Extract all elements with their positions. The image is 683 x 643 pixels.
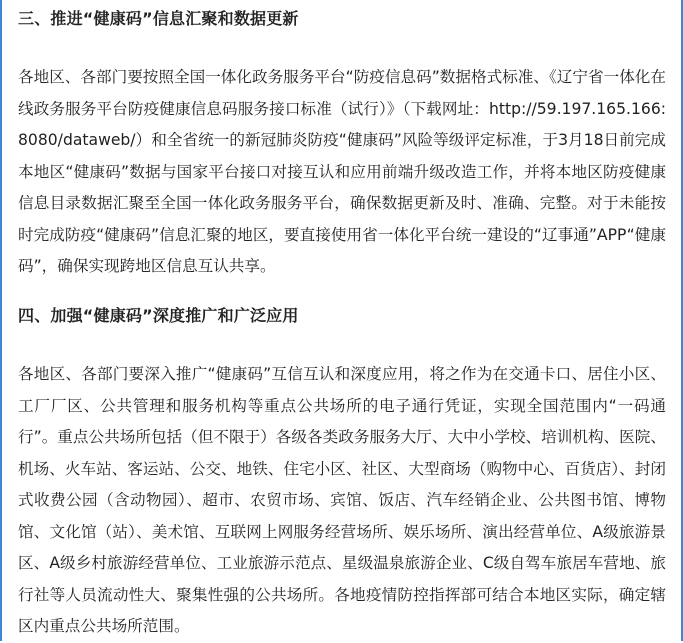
left-border [0, 0, 2, 641]
section-4-heading: 四、加强“健康码”深度推广和广泛应用 [18, 306, 299, 325]
section-3-paragraph: 各地区、各部门要按照全国一体化政务服务平台“防疫信息码”数据格式标准、《辽宁省一体化在线政务服务平台防疫健康信息码服务接口标准（试行）》（下载网址：http://59.197.165.166:8080/dataweb/）和全省统一的新冠肺炎防疫“健康码”风险等级评定标准，于3月18日前完成本地区“健康码”数据与国家平台接口对接互认和应用前端升级改造工作，并将本地区防疫健康信息目录数据汇聚至全国一体化政务服务平台，确保数据更新及时、准确、完整。对于未能按时完成防疫“健康码”信息汇聚的地区，要直接使用省一体化平台统一建设的“辽事通”APP“健康码”，确保实现跨地区信息互认共享。 [18, 68, 666, 275]
section-4-paragraph: 各地区、各部门要深入推广“健康码”互信互认和深度应用，将之作为在交通卡口、居住小区、工厂厂区、公共管理和服务机构等重点公共场所的电子通行凭证，实现全国范围内“一码通行”。重点公共场所包括（但不限于）各级各类政务服务大厅、大中小学校、培训机构、医院、机场、火车站、客运站、公交、地铁、住宅小区、社区、大型商场（购物中心、百货店）、封闭式收费公园（含动物园）、超市、农贸市场、宾馆、饭店、汽车经销企业、公共图书馆、博物馆、文化馆（站）、美术馆、互联网上网服务经营场所、娱乐场所、演出经营单位、A级旅游景区、A级乡村旅游经营单位、工业旅游示范点、星级温泉旅游企业、C级自驾车旅居车营地、旅行社等人员流动性大、聚集性强的公共场所。各地疫情防控指挥部可结合本地区实际，确定辖区内重点公共场所范围。 [18, 365, 666, 635]
section-3-heading: 三、推进“健康码”信息汇聚和数据更新 [18, 9, 299, 28]
